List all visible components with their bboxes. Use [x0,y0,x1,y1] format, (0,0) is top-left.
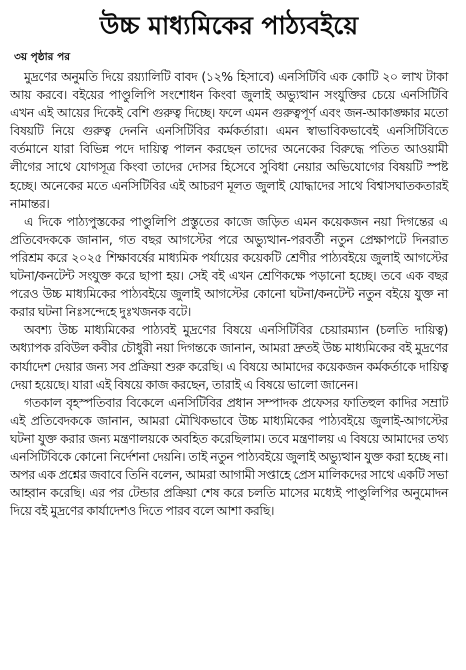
article-paragraph: গতকাল বৃহস্পতিবার বিকেলে এনসিটিবির প্রধান সম্পাদক প্রফেসর ফাতিহুল কাদির সম্রাট এই প্রতিবেদককে জানান, আমরা মৌখিকভাবে উচ্চ মাধ্যমিকের পাঠ্যবইয়ে জুলাই-আগস্টের ঘটনা যুক্ত করার জন্য মন্ত্রণালয়কে অবহিত করেছিলাম। তবে মন্ত্রণালয় এ বিষয়ে আমাদের তথ্য এনসিটিবিকে কোনো নির্দেশনা দেয়নি। তাই নতুন পাঠ্যবইয়ে জুলাই অভ্যুত্থান যুক্ত করা হচ্ছে না। অপর এক প্রশ্নের জবাবে তিনি বলেন, আমরা আগামী সপ্তাহে প্রেস মালিকদের সাথে একটি সভা আহ্বান করেছি। এর পর টেন্ডার প্রক্রিয়া শেষ করে চলতি মাসের মধ্যেই পাণ্ডুলিপির অনুমোদন দিয়ে বই মুদ্রণের কার্যাদেশও দিতে পারব বলে আশা করছি। [10,394,448,519]
article-headline: উচ্চ মাধ্যমিকের পাঠ্যবইয়ে [99,11,359,40]
article-paragraph: এ দিকে পাঠ্যপুস্তকের পাণ্ডুলিপি প্রস্তুতের কাজে জড়িত এমন কয়েকজন নয়া দিগন্তের এ প্রতিবেদককে জানান, গত বছর আগস্টের পরে অভ্যুত্থান-পরবর্তী নতুন প্রেক্ষাপটে দিনরাত পরিশ্রম করে ২০২৫ শিক্ষাবর্ষের মাধ্যমিক পর্যায়ের কয়েকটি শ্রেণীর পাঠ্যবইয়ে জুলাই আগস্টের ঘটনা/কনটেন্ট সংযুক্ত করে ছাপা হয়। সেই বই এখন শ্রেণিকক্ষে পড়ানো হচ্ছে। তবে এক বছর পরেও উচ্চ মাধ্যমিকের পাঠ্যবইয়ে জুলাই আগস্টের কোনো ঘটনা/কনটেন্ট নতুন বইয়ে যুক্ত না করার ঘটনা নিঃসন্দেহে দুঃখজনক বটে। [10,213,448,320]
continued-from-label: ৩য় পৃষ্ঠার পর [14,51,71,63]
article-paragraph: অবশ্য উচ্চ মাধ্যমিকের পাঠ্যবই মুদ্রণের বিষয়ে এনসিটিবির চেয়ারম্যান (চলতি দায়িত্ব) অধ্যাপক রবিউল কবীর চৌধুরী নয়া দিগন্তকে জানান, আমরা দ্রুতই উচ্চ মাধ্যমিকের বই মুদ্রণের কার্যাদেশ দেয়ার জন্য সব প্রক্রিয়া শুরু করেছি। এ বিষয়ে আমাদের কয়েকজন কর্মকর্তাকে দায়িত্ব দেয়া হয়েছে। যারা এই বিষয়ে কাজ করছেন, তারাই এ বিষয়ে ভালো জানেন। [10,322,448,392]
article-body [10,68,448,520]
article-paragraph: মুদ্রণের অনুমতি দিয়ে রয়্যালিটি বাবদ (১২% হিসাবে) এনসিটিবি এক কোটি ২০ লাখ টাকা আয় করবে। বইয়ের পাণ্ডুলিপি সংশোধন কিংবা জুলাই অভ্যুত্থান সংযুক্তির চেয়ে এনসিটিবি এখন এই আয়ের দিকেই বেশি গুরুত্ব দিচ্ছে। ফলে এমন গুরুত্বপূর্ণ এবং জন-আকাঙ্ক্ষার মতো বিষয়টি নিয়ে গুরুত্ব দেননি এনসিটিবির কর্মকর্তারা। এমন স্বাভাবিকভাবেই এনসিটিবিতে বর্তমানে যারা বিভিন্ন পদে দায়িত্ব পালন করছেন তাদের অনেকের বিরুদ্ধে পতিত আওয়ামী লীগের সাথে যোগসূত্র কিংবা তাদের দোসর হিসেবে সুবিধা নেয়ার অভিযোগের বিষয়টি স্পষ্ট হচ্ছে। অনেকের মতে এনসিটিবির এই আচরণ মূলত জুলাই যোদ্ধাদের সাথে বিশ্বাসঘাতকতারই নামান্তর। [10,69,448,211]
